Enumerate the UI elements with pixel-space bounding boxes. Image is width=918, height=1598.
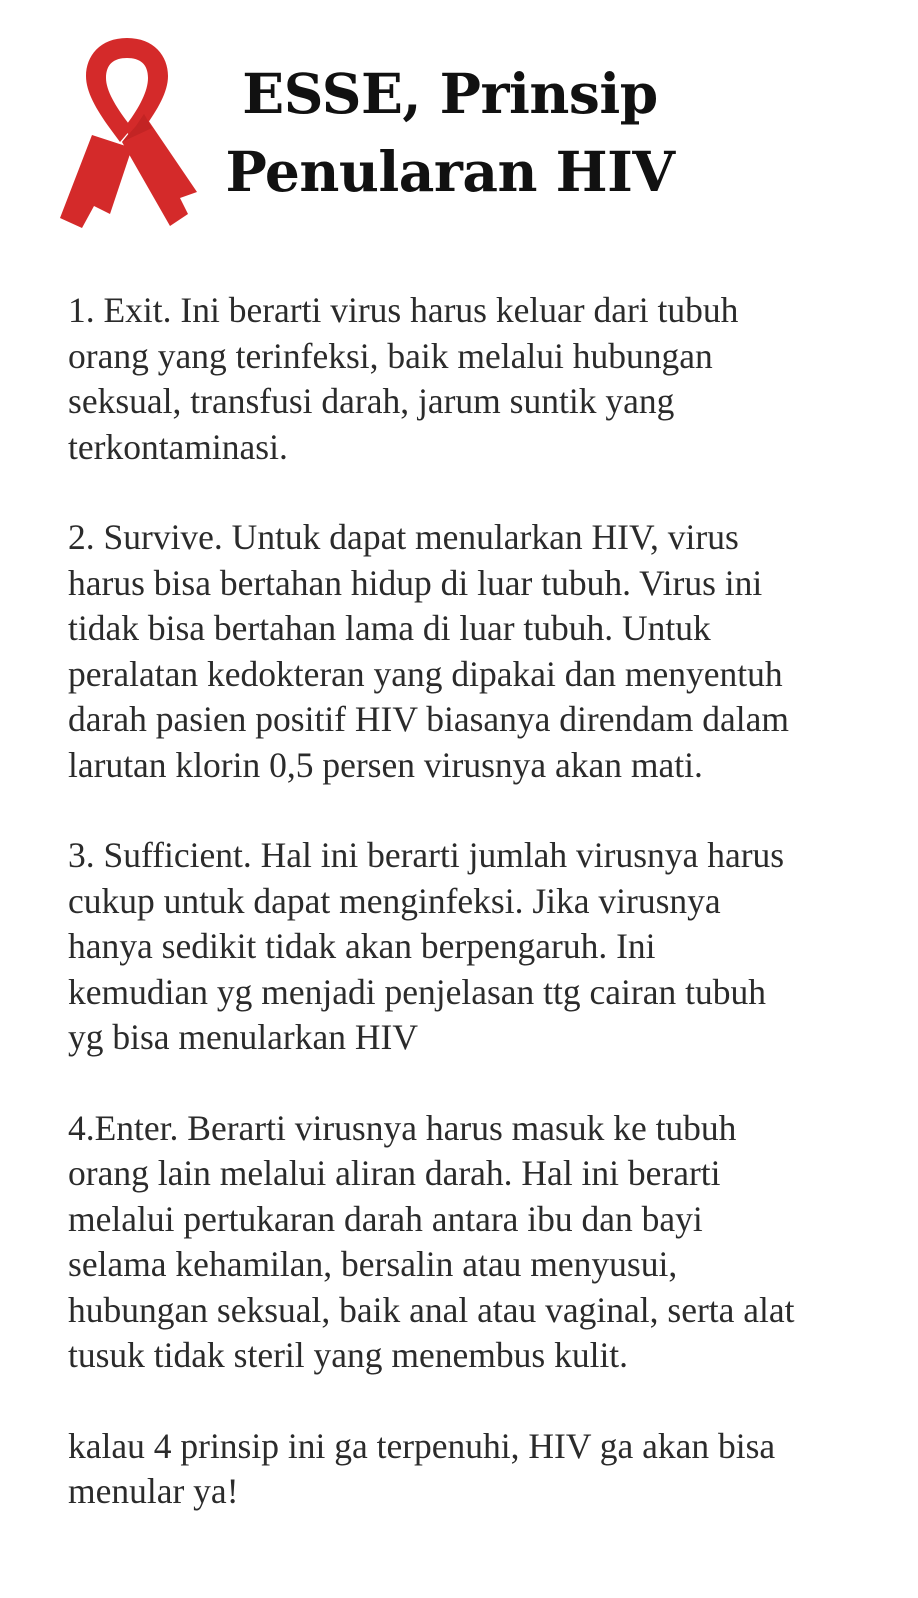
text-line: larutan klorin 0,5 persen virusnya akan mati. [68,744,703,785]
text-line: menular ya! [68,1471,239,1511]
text-line: terkontaminasi. [68,426,288,467]
article-body [68,288,878,1560]
red-ribbon-icon [52,30,202,235]
principle-sufficient [68,833,878,1061]
principle-enter [68,1106,878,1379]
text-line: orang yang terinfeksi, baik melalui hubungan [68,335,713,376]
title-line: Penularan HIV [225,139,675,204]
text-line: 4.Enter. Berarti virusnya harus masuk ke tubuh [68,1107,737,1148]
page-title [200,55,700,211]
text-line: cukup untuk dapat menginfeksi. Jika virusnya [68,880,721,921]
text-line: peralatan kedokteran yang dipakai dan menyentuh [68,653,783,694]
text-line: orang lain melalui aliran darah. Hal ini berarti [68,1153,721,1193]
text-line: selama kehamilan, bersalin atau menyusui, [68,1244,678,1284]
text-line: darah pasien positif HIV biasanya direndam dalam [68,699,789,739]
header [0,0,918,250]
text-line: tusuk tidak steril yang menembus kulit. [68,1335,629,1375]
text-line: kemudian yg menjadi penjelasan ttg cairan tubuh [68,971,766,1012]
text-line: hubungan seksual, baik anal atau vaginal, serta alat [68,1289,795,1330]
closing-note [68,1424,878,1515]
text-line: melalui pertukaran darah antara ibu dan bayi [68,1198,703,1239]
text-line: seksual, transfusi darah, jarum suntik yang [68,381,675,421]
text-line: 3. Sufficient. Hal ini berarti jumlah virusnya harus [68,835,785,875]
text-line: 1. Exit. Ini berarti virus harus keluar dari tubuh [68,290,739,330]
text-line: yg bisa menularkan HIV [68,1017,418,1057]
principle-exit [68,288,878,470]
principle-survive [68,515,878,788]
text-line: tidak bisa bertahan lama di luar tubuh. Untuk [68,608,711,648]
text-line: hanya sedikit tidak akan berpengaruh. Ini [68,926,656,966]
text-line: 2. Survive. Untuk dapat menularkan HIV, virus [68,517,739,557]
text-line: kalau 4 prinsip ini ga terpenuhi, HIV ga akan bisa [68,1425,776,1466]
text-line: harus bisa bertahan hidup di luar tubuh. Virus ini [68,562,763,603]
title-line: ESSE, Prinsip [242,61,658,126]
